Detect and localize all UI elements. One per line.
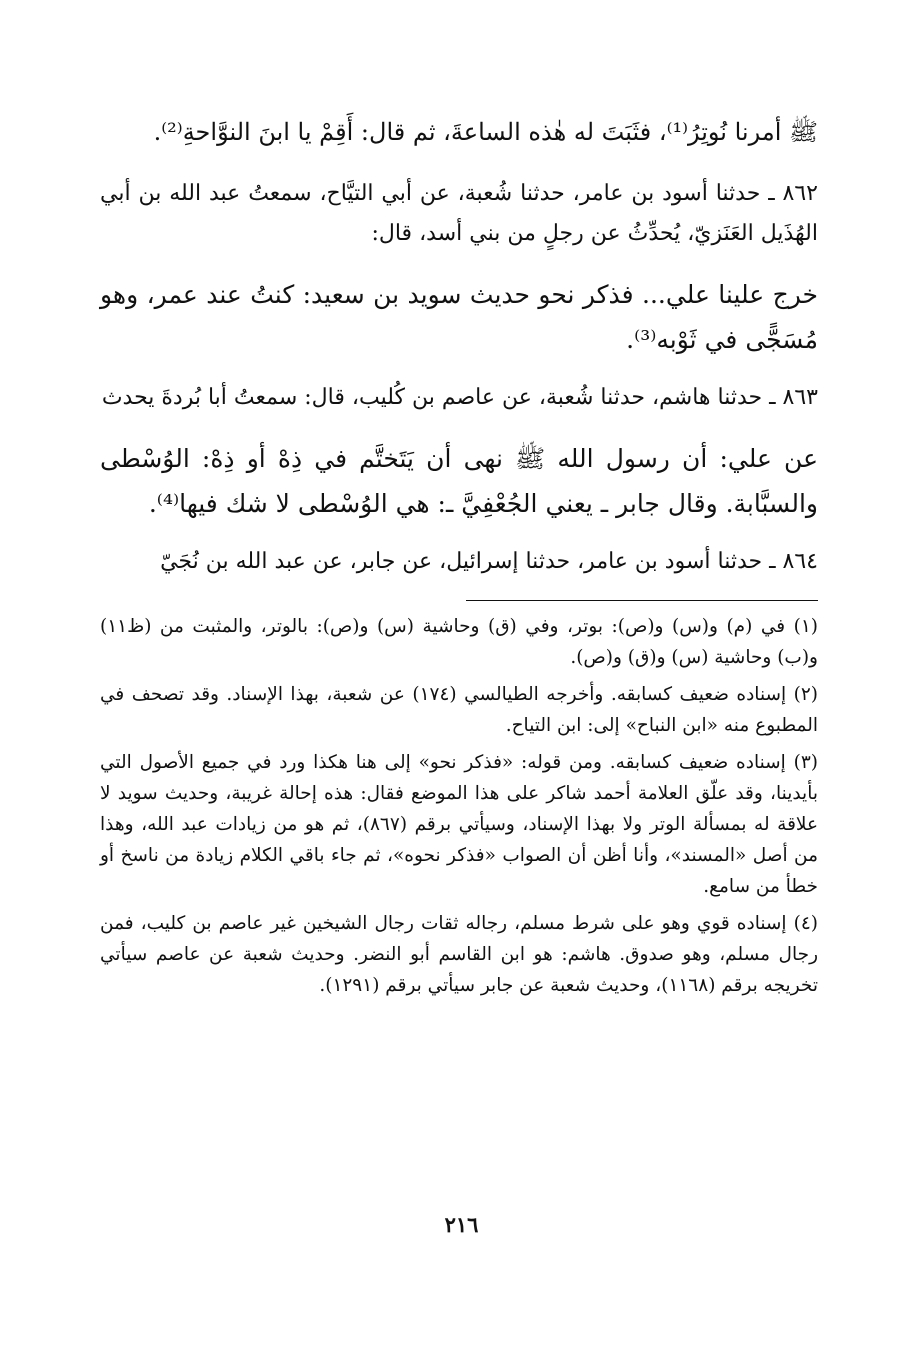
hadith-864-chain: ٨٦٤ ـ حدثنا أسود بن عامر، حدثنا إسرائيل، عن جابر، عن عبد الله بن نُجَيّ [160,549,818,574]
footnote-1: (١) في (م) و(س) و(ص): بوتر، وفي (ق) وحاشية (س) و(ص): بالوتر، والمثبت من (ظ١١) و(ب) وحاشية (س) و(ق) و(ص). [100,616,818,668]
footnote-4: (٤) إسناده قوي وهو على شرط مسلم، رجاله ثقات رجال الشيخين غير عاصم بن كليب، فمن رجال مسلم، وهو صدوق. هاشم: هو ابن القاسم أبو النضر. وحديث شعبة عن عاصم سيأتي تخريجه برقم (١١٦٨)، وحديث شعبة عن جابر سيأتي برقم (١٢٩١). [100,913,818,996]
footnote-3: (٣) إسناده ضعيف كسابقه. ومن قوله: «فذكر نحو» إلى هنا هكذا ورد في جميع الأصول التي بأيدينا، وقد علّق العلامة أحمد شاكر على هذا الموضع فقال: هذه إحالة غريبة، وحديث سويد لا علاقة له بمسألة الوتر ولا بهذا الإسناد، وسيأتي برقم (٨٦٧)، ثم هو من زيادات عبد الله، وهذا من أصل «المسند»، وأنا أظن أن الصواب «فذكر نحوه»، ثم جاء باقي الكلام زيادة من ناسخ أو خطأ من سامع. [100,752,818,897]
footnotes [100,611,818,1001]
footnote-2: (٢) إسناده ضعيف كسابقه. وأخرجه الطيالسي (١٧٤) عن شعبة، بهذا الإسناد. وقد تصحف في المطبوع منه «ابن النباح» إلى: ابن التياح. [100,684,819,736]
page-number: ٢١٦ [444,1212,479,1237]
body-continuation: ﷺ أمرنا نُوتِرُ⁽¹⁾، فثَبَتَ له هٰذه الساعةَ، ثم قال: أَقِمْ يا ابنَ النوَّاحةِ⁽²⁾. [153,118,818,146]
footnote-divider [466,600,818,601]
hadith-862-matn: خرج علينا علي... فذكر نحو حديث سويد بن سعيد: كنتُ عند عمر، وهو مُسَجًّى في ثَوْبه⁽³⁾. [100,280,818,354]
hadith-863-chain: ٨٦٣ ـ حدثنا هاشم، حدثنا شُعبة، عن عاصم بن كُليب، قال: سمعتُ أبا بُردةَ يحدث [101,385,818,410]
hadith-863-matn: عن علي: أن رسول الله ﷺ نهى أن يَتَختَّم في ذِهْ أو ذِهْ: الوُسْطى والسبَّابة. وقال جابر ـ يعني الجُعْفِيَّ ـ: هي الوُسْطى لا شك فيها⁽⁴⁾. [100,444,818,518]
hadith-862-chain: ٨٦٢ ـ حدثنا أسود بن عامر، حدثنا شُعبة، عن أبي التيَّاح، سمعتُ عبد الله بن أبي الهُذَيل العَنَزيّ، يُحدِّثُ عن رجلٍ من بني أسد، قال: [100,181,818,246]
